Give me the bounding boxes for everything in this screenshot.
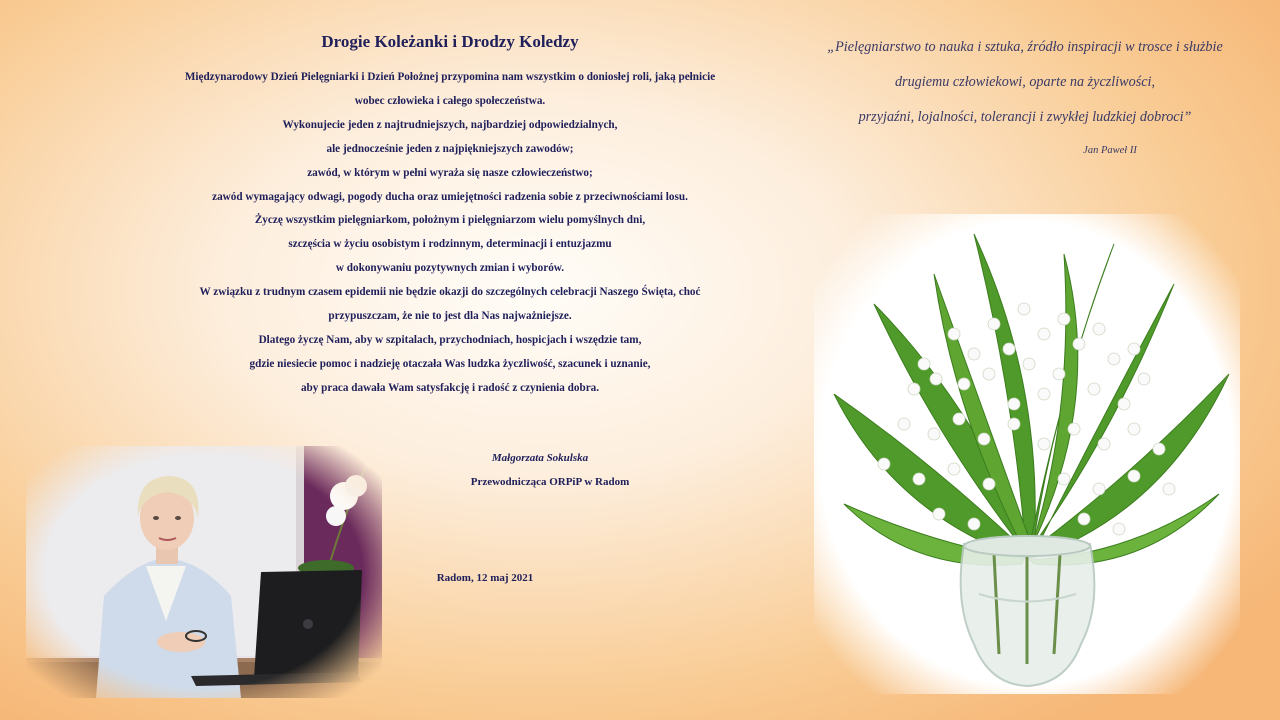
letter-body [112, 66, 788, 401]
letter-line: ale jednocześnie jeden z najpiękniejszych zawodów; [326, 142, 574, 155]
quote-line: przyjaźni, lojalności, tolerancji i zwykłej ludzkiej dobroci” [858, 109, 1192, 125]
letter-line: zawód wymagający odwagi, pogody ducha oraz umiejętności radzenia sobie z przeciwnościami losu. [212, 190, 688, 203]
quote-author: Jan Paweł II [1083, 145, 1137, 156]
letter-date: Radom, 12 maj 2021 [436, 572, 534, 584]
signature-role: Przewodnicząca ORPiP w Radom [470, 476, 630, 488]
letter-line: Międzynarodowy Dzień Pielęgniarki i Dzień Położnej przypomina nam wszystkim o doniosłej roli, jaką pełnicie [184, 71, 716, 83]
quote-line: drugiemu człowiekowi, oparte na życzliwości, [894, 74, 1156, 90]
quote-line: „Pielęgniarstwo to nauka i sztuka, źródło inspiracji w trosce i służbie [827, 39, 1223, 55]
bouquet-photo [814, 214, 1240, 694]
letter-line: Życzę wszystkim pielęgniarkom, położnym i pielęgniarzom wielu pomyślnych dni, [254, 214, 646, 227]
letter-line: aby praca dawała Wam satysfakcję i radość z czynienia dobra. [300, 381, 600, 394]
letter-line: Wykonujecie jeden z najtrudniejszych, najbardziej odpowiedzialnych, [282, 118, 618, 131]
letter-line: w dokonywaniu pozytywnych zmian i wyborów. [335, 262, 565, 275]
letter-line: szczęścia w życiu osobistym i rodzinnym, determinacji i entuzjazmu [288, 238, 612, 251]
signature-name: Małgorzata Sokulska [491, 452, 589, 464]
letter-line: W związku z trudnym czasem epidemii nie będzie okazji do szczególnych celebracji Naszego Święta, choć [199, 286, 701, 299]
letter-title: Drogie Koleżanki i Drodzy Koledzy [321, 32, 579, 51]
letter-line: Dlatego życzę Nam, aby w szpitalach, przychodniach, hospicjach i wszędzie tam, [258, 333, 642, 346]
quote-block [780, 30, 1270, 135]
letter-line: przypuszczam, że nie to jest dla Nas najważniejsze. [328, 310, 572, 323]
letter-line: gdzie niesiecie pomoc i nadzieję otaczała Was ludzka życzliwość, szacunek i uznanie, [249, 357, 651, 370]
portrait-photo [26, 446, 382, 698]
letter-line: wobec człowieka i całego społeczeństwa. [354, 94, 546, 107]
letter-line: zawód, w którym w pełni wyraża się nasze człowieczeństwo; [307, 166, 593, 179]
